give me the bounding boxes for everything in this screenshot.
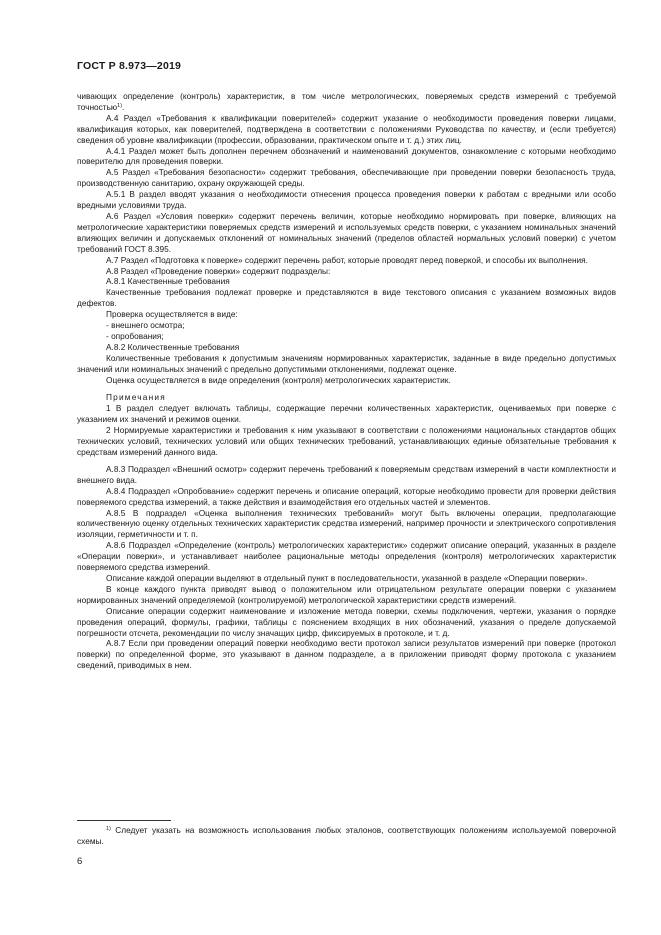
paragraph-a5-1: А.5.1 В раздел вводят указания о необходимости отнесения процесса проведения поверки к работам с вредными или особо вредными условиями труда.	[77, 189, 616, 211]
paragraph-a8: А.8 Раздел «Проведение поверки» содержит подразделы:	[106, 265, 331, 276]
paragraph-a8-7: А.8.7 Если при проведении операций поверки необходимо вести протокол записи результатов измерений при поверке (протокол поверки) по определенной форме, это указывают в данном подразделе, а в приложении приводят форму протокола с указанием сведений, приводимых в нем.	[77, 638, 616, 671]
paragraph-continuation: чивающих определение (контроль) характеристик, в том числе метрологических, поверяемых средств измерений с требуемой точностью$^{1)}$.	[77, 91, 616, 112]
paragraph-a8-6: А.8.6 Подраздел «Определение (контроль) метрологических характеристик» содержит описание операций, указанных в разделе «Операции поверки», и устанавливает наиболее рациональные методы определения (контроля) метрологических характеристик поверяемого средства измерений.	[77, 540, 616, 573]
list-item: - опробования;	[106, 330, 164, 341]
paragraph-check-form: Проверка осуществляется в виде:	[106, 309, 238, 320]
footnote-mark: 1)	[106, 826, 111, 832]
paragraph-operation-contents: Описание операции содержит наименование и изложение метода поверки, схемы подключения, чертежи, указания о порядке проведения операций, формулы, графики, таблицы с пояснением входящих в них обозначений, указания о пределе допускаемой погрешности отсчета, рекомендации по числу значащих цифр, фиксируемых в протоколе, и т. д.	[77, 605, 616, 638]
notes-heading: Примечания	[106, 392, 166, 403]
footnote-divider	[77, 820, 171, 821]
paragraph-a7: А.7 Раздел «Подготовка к поверке» содержит перечень работ, которые проводят перед поверкой, и способы их выполнения.	[106, 254, 588, 265]
paragraph-a4-1: А.4.1 Раздел может быть дополнен перечнем обозначений и наименований документов, ознакомление с которыми необходимо поверителю для проведения поверки.	[77, 145, 616, 167]
paragraph-operation-description: Описание каждой операции выделяют в отдельный пункт в последовательности, указанной в разделе «Операции поверки».	[106, 572, 588, 583]
paragraph-quantitative: Количественные требования к допустимым значениям нормированных характеристик, заданные в виде предельно допустимых значений или номинальных значений с предельно допустимыми отклонениями, подлежат оценке.	[77, 352, 616, 374]
paragraph-evaluation: Оценка осуществляется в виде определения (контроля) метрологических характеристик.	[106, 374, 451, 385]
footnote-ref[interactable]: 1)	[117, 102, 123, 109]
paragraph-a8-2: А.8.2 Количественные требования	[106, 341, 240, 352]
paragraph-a5: А.5 Раздел «Требования безопасности» содержит требования, обеспечивающие при проведении поверки безопасность труда, производственную санитарию, охрану окружающей среды.	[77, 167, 616, 189]
paragraph-qualitative: Качественные требования подлежат проверке и представляются в виде текстового описания с указанием возможных видов дефектов.	[77, 287, 616, 309]
page-number: 6	[77, 856, 83, 867]
list-item: - внешнего осмотра;	[106, 320, 185, 331]
paragraph-a8-5: А.8.5 В подраздел «Оценка выполнения технических требований» могут быть включены операции, предполагающие количественную оценку отдельных технических характеристик средства измерений, например прочности и электрического сопротивления изоляции, герметичности и т. п.	[77, 507, 616, 540]
paragraph-a8-1: А.8.1 Качественные требования	[106, 276, 230, 287]
standard-header: ГОСТ Р 8.973—2019	[77, 60, 182, 72]
paragraph-a6: А.6 Раздел «Условия поверки» содержит перечень величин, которые необходимо нормировать при поверке, влияющих на метрологические характеристики поверяемых средств измерений и используемых средств поверки, с указанием номинальных значений влияющих величин и допускаемых отклонений от номинальных значений (пределов областей нормальных условий поверки) с учетом требований ГОСТ 8.395.	[77, 210, 616, 254]
note-item: 1 В раздел следует включать таблицы, содержащие перечни количественных характеристик, оцениваемых при поверке с указанием их значений и режимов оценки.	[77, 403, 616, 425]
note-item: 2 Нормируемые характеристики и требования к ним указывают в соответствии с положениями национальных стандартов общих технических условий, технических условий или общих технических требований, устанавливающих единые обязательные требования к средствам измерений данного вида.	[77, 425, 616, 457]
footnote	[77, 825, 616, 847]
footnote-text: Следует указать на возможность использования любых эталонов, соответствующих положениям используемой поверочной схемы.	[77, 825, 616, 846]
paragraph-a8-4: А.8.4 Подраздел «Опробование» содержит перечень и описание операций, которые необходимо провести для проверки действия поверяемого средства измерений, а также действия и взаимодействия его отдельных частей и элементов.	[77, 485, 616, 507]
paragraph-a4: А.4 Раздел «Требования к квалификации поверителей» содержит указание о необходимости проведения поверки лицами, квалификация которых, как поверителей, подтверждена в соответствии с положениями Руководства по качеству, и (если требуется) сведения об уровне квалификации (профессии, образовании, практическом опыте и т. д.) этих лиц.	[77, 112, 616, 145]
paragraph-a8-3: А.8.3 Подраздел «Внешний осмотр» содержит перечень требований к поверяемым средствам измерений в части комплектности и внешнего вида.	[77, 463, 616, 485]
paragraph-conclusion: В конце каждого пункта приводят вывод о положительном или отрицательном результате операции поверки с указанием нормированных значений определяемой (контролируемой) метрологической характеристики средств измерений.	[77, 583, 616, 605]
document-body	[77, 91, 616, 671]
